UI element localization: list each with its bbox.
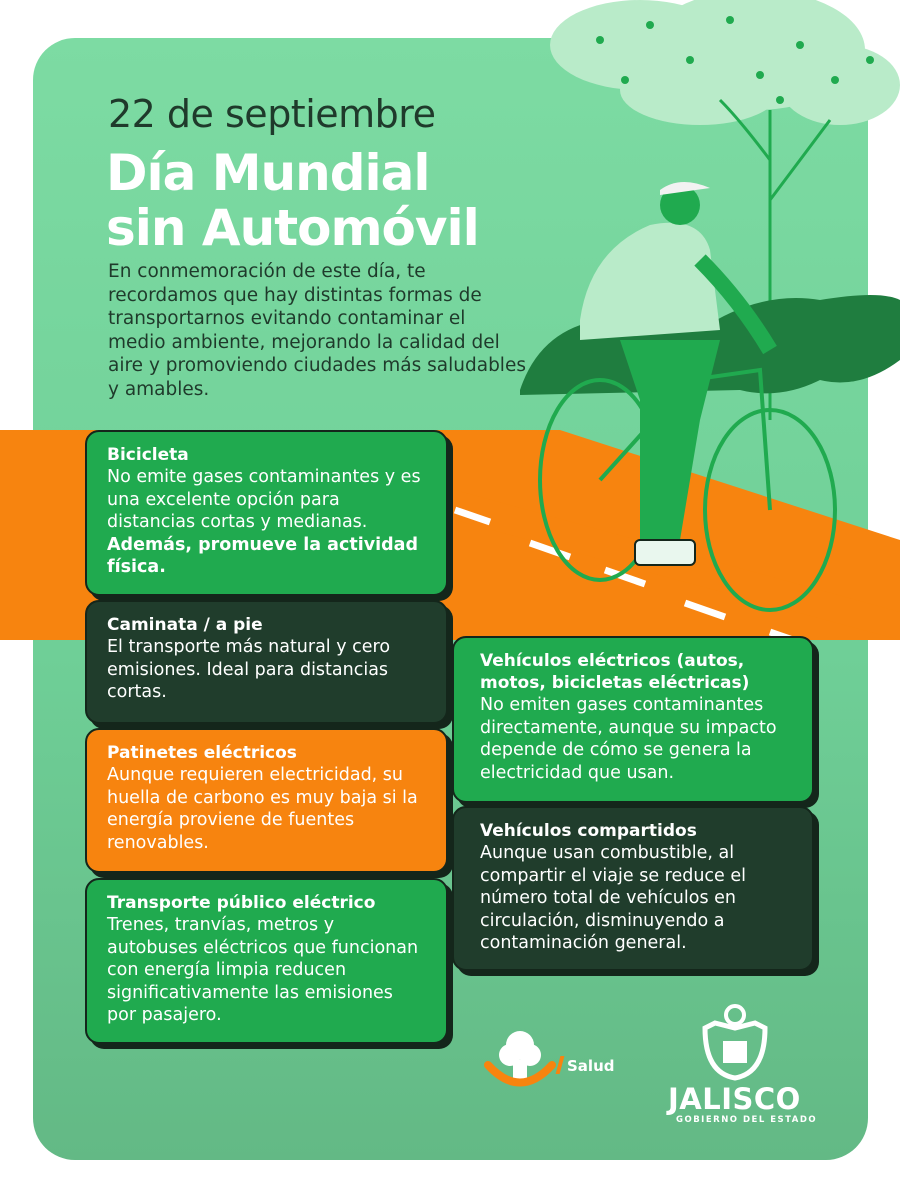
card-patinetes — [85, 728, 448, 873]
card-text: No emiten gases contaminantes directamente, aunque su impacto depende de cómo se genera la electricidad que usan. — [480, 695, 777, 783]
card-title: Vehículos eléctricos (autos, motos, bicicletas eléctricas) — [480, 651, 750, 693]
card-vehiculos-electricos — [452, 636, 814, 803]
title-line-1: Día Mundial — [106, 144, 430, 202]
salud-label: Salud — [567, 1057, 615, 1075]
card-vehiculos-compartidos — [452, 806, 814, 971]
card-text-regular: No emite gases contaminantes y es una excelente opción para distancias cortas y medianas. — [107, 467, 421, 532]
card-bicicleta — [85, 430, 448, 596]
title-line-2: sin Automóvil — [106, 199, 479, 257]
page-title — [106, 146, 479, 256]
gobierno-label: GOBIERNO DEL ESTADO — [676, 1115, 818, 1125]
card-text-bold: Además, promueve la actividad física. — [107, 534, 418, 577]
event-date: 22 de septiembre — [108, 92, 436, 136]
card-title: Vehículos compartidos — [480, 821, 697, 841]
card-text: Aunque requieren electricidad, su huella de carbono es muy baja si la energía proviene de fuentes renovables. — [107, 765, 418, 853]
card-transporte-publico — [85, 878, 448, 1044]
jalisco-label: JALISCO — [668, 1082, 801, 1116]
card-caminata — [85, 600, 448, 724]
card-title: Transporte público eléctrico — [107, 893, 376, 913]
salud-logo-icon — [480, 1025, 560, 1095]
card-title: Bicicleta — [107, 445, 189, 465]
intro-text: En conmemoración de este día, te recordamos que hay distintas formas de transportarnos evitando contaminar el medio ambiente, mejorando la calidad del aire y promoviendo ciudades más saludables y amables. — [108, 261, 526, 400]
card-title: Patinetes eléctricos — [107, 743, 297, 763]
card-text: Aunque usan combustible, al compartir el viaje se reduce el número total de vehículos en circulación, disminuyendo a contaminación general. — [480, 843, 747, 953]
card-text: El transporte más natural y cero emisiones. Ideal para distancias cortas. — [107, 637, 391, 702]
card-text: Trenes, tranvías, metros y autobuses eléctricos que funcionan con energía limpia reducen significativamente las emisiones por pasajero. — [107, 915, 419, 1025]
card-text — [107, 466, 426, 579]
jalisco-crest-icon — [695, 1003, 775, 1081]
card-title: Caminata / a pie — [107, 615, 263, 635]
